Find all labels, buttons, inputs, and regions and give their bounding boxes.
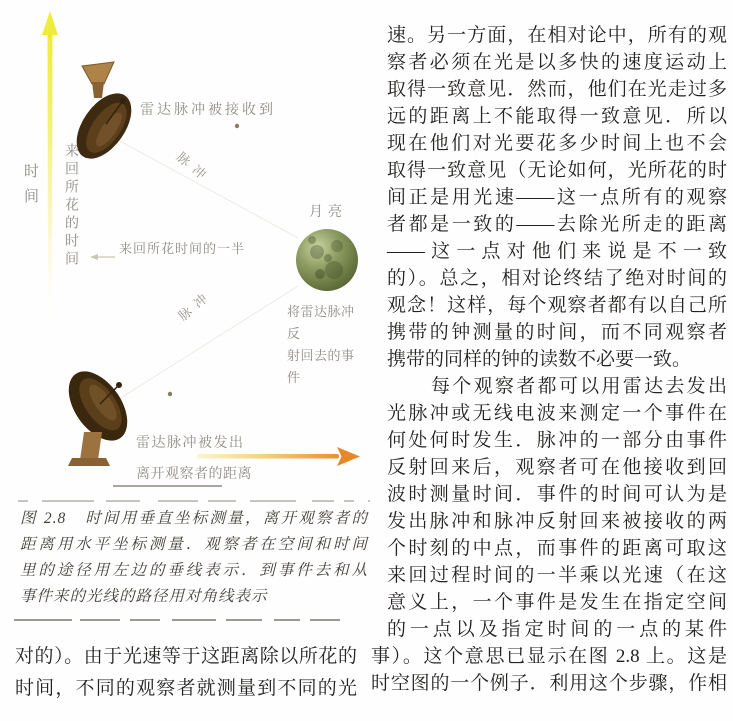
body-line: 取得一致意见（无论如何，光所花的时 (387, 160, 727, 181)
radar-dish-bottom-illustration (57, 361, 139, 466)
body-line: 波时测量时间．事件的时间可认为是 (387, 484, 727, 505)
body-line: 速。另一方面，在相对论中，所有的观 (387, 25, 727, 46)
body-line: 携带的钟测量的时间，而不同观察者 (387, 322, 727, 343)
body-line: 来回过程时间的一半乘以光速（在这 (387, 565, 727, 586)
label-roundtrip-time: 来回所花的时间 (63, 143, 78, 269)
figure-2-8 (0, 0, 373, 640)
label-pulse-upper: 脉冲 (174, 149, 215, 187)
label-time-axis: 时间 (22, 163, 38, 213)
label-moon: 月亮 (309, 205, 347, 220)
caption-line: 距离用水平坐标测量．观察者在空间和时间 (20, 536, 368, 553)
label-reflection-event: 将雷达脉冲反 射回去的事件 (287, 304, 355, 385)
body-line: 时空图的一个例子．利用这个步骤，作相 (371, 673, 727, 694)
pulse-path-upper (118, 140, 298, 238)
body-line: 何处何时发生．脉冲的一部分由事件 (387, 430, 727, 451)
half-time-pointer (90, 254, 115, 260)
body-line: 现在他们对光要花多少时间上也不会 (387, 133, 727, 154)
label-pulse-received: 雷达脉冲被接收到 (140, 103, 276, 118)
body-line: 发出脉冲和脉冲反射回来被接收的两 (387, 511, 727, 532)
body-line: 个时刻的中点，而事件的距离可取这 (387, 538, 727, 559)
caption-divider-top (18, 486, 370, 501)
figure-caption (20, 506, 368, 610)
moon-illustration (296, 229, 358, 291)
body-line: 取得一致意见．然而，他们在光走过多 (387, 79, 727, 100)
body-line: 时间，不同的观察者就测量到不同的光 (15, 678, 357, 699)
body-line: 携带的同样的钟的读数不必要一致。 (387, 349, 692, 370)
body-line: 意义上，一个事件是发生在指定空间 (387, 592, 727, 613)
body-line: 每个观察者都可以用雷达去发出 (431, 376, 727, 397)
left-body-text (15, 641, 357, 705)
caption-line: 图 2.8 时间用垂直坐标测量，离开观察者的 (20, 510, 368, 527)
body-line: 事）。这个意思已显示在图 2.8 上。这是 (371, 646, 727, 667)
body-line: 反射回来后，观察者可在他接收到回 (387, 457, 727, 478)
caption-line: 里的途径用左边的垂线表示．到事件去和从 (20, 562, 368, 579)
body-line: 光脉冲或无线电波来测定一个事件在 (387, 403, 727, 424)
caption-line: 事件来的光线的路径用对角线表示 (20, 588, 268, 605)
body-line: 的一点以及指定时间的一点的某件 (387, 619, 727, 640)
label-half-roundtrip: 来回所花时间的一半 (119, 241, 246, 256)
small-speck-top (235, 124, 239, 128)
right-body-text (371, 22, 727, 697)
body-line: ——这一点对他们来说是不一致 (387, 241, 727, 262)
small-speck-bottom (168, 392, 172, 396)
label-distance-axis: 离开观察者的距离 (136, 467, 252, 482)
body-line: 间正是用光速——这一点所有的观察 (387, 187, 727, 208)
label-pulse-lower: 脉冲 (175, 286, 216, 324)
body-line: 察者必须在光是以多快的速度运动上 (387, 52, 727, 73)
body-line: 远的距离上不能取得一致意见．所以 (387, 106, 727, 127)
label-pulse-emitted: 雷达脉冲被发出 (136, 436, 245, 451)
body-line: 的）。总之，相对论终结了绝对时间的 (387, 268, 727, 289)
body-line: 者都是一致的——去除光所走的距离 (387, 214, 727, 235)
body-line: 对的）。由于光速等于这距离除以所花的 (15, 646, 357, 667)
body-line: 观念！这样，每个观察者都有以自己所 (387, 295, 727, 316)
time-axis-arrow (42, 11, 58, 320)
